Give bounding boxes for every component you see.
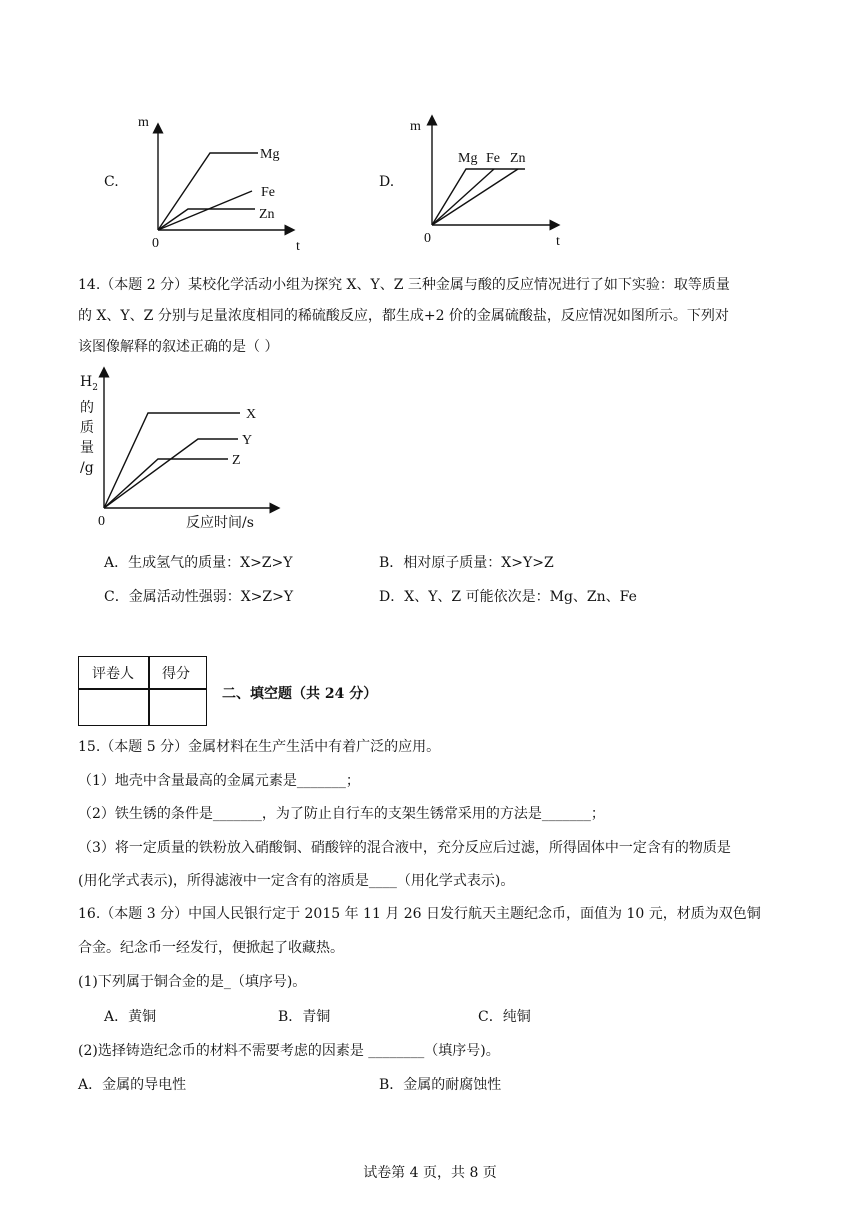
score-table-divider-v [148, 656, 150, 726]
series-label-mg: Mg [458, 151, 478, 166]
q14-option-d: D．X、Y、Z 可能依次是：Mg、Zn、Fe [379, 589, 637, 605]
q14-option-c: C．金属活动性强弱：X>Z>Y [104, 589, 294, 605]
q16-part1-option-b: B．青铜 [278, 1009, 331, 1025]
section-title: 二、填空题（共 24 分） [222, 686, 378, 702]
origin-label: 0 [424, 231, 431, 246]
q14-stem-line3: 该图像解释的叙述正确的是（ ） [78, 339, 279, 355]
q15-stem: 15.（本题 5 分）金属材料在生产生活中有着广泛的应用。 [78, 739, 441, 755]
series-label-z: Z [232, 453, 241, 468]
series-label-fe: Fe [486, 151, 500, 166]
score-table-divider-h [78, 688, 207, 690]
q15-part1: （1）地壳中含量最高的金属元素是_______； [78, 773, 360, 789]
q15-part3-line2: (用化学式表示)，所得滤液中一定含有的溶质是____（用化学式表示)。 [78, 873, 515, 889]
q16-part1-option-c: C．纯铜 [478, 1009, 531, 1025]
q14-graph [0, 0, 860, 560]
y-axis-label: m [138, 115, 149, 130]
origin-label: 0 [152, 236, 159, 251]
series-label-y: Y [242, 433, 253, 448]
q16-part2-option-b: B．金属的耐腐蚀性 [379, 1077, 502, 1093]
q14-stem-line1: 14.（本题 2 分）某校化学活动小组为探究 X、Y、Z 三种金属与酸的反应情况进行了如下实验：取等质量 [78, 277, 730, 293]
x-axis-label: t [296, 239, 300, 254]
series-label-zn: Zn [259, 207, 275, 222]
q16-part2: (2)选择铸造纪念币的材料不需要考虑的因素是 ________（填序号)。 [78, 1043, 500, 1059]
q15-part3-line1: （3）将一定质量的铁粉放入硝酸铜、硝酸锌的混合液中，充分反应后过滤，所得固体中一定含有的物质是 [78, 840, 731, 856]
score-table-score-header: 得分 [162, 666, 190, 682]
q14-option-b: B．相对原子质量：X>Y>Z [379, 555, 554, 571]
q14-option-a: A．生成氢气的质量：X>Z>Y [104, 555, 293, 571]
y-axis-label: m [410, 119, 421, 134]
q16-part1-option-a: A．黄铜 [104, 1009, 157, 1025]
score-table-grader-header: 评卷人 [92, 666, 134, 682]
q16-part1: (1)下列属于铜合金的是_（填序号)。 [78, 974, 307, 990]
option-c-letter: C. [104, 174, 119, 190]
q14-stem-line2: 的 X、Y、Z 分别与足量浓度相同的稀硫酸反应，都生成+2 价的金属硫酸盐，反应情况如图所示。下列对 [78, 308, 729, 324]
q15-part2: （2）铁生锈的条件是_______，为了防止自行车的支架生锈常采用的方法是_______； [78, 806, 605, 822]
x-axis-label: t [556, 234, 560, 249]
q14-y-axis-label: $H_2$ 的 质 量 /g [80, 374, 98, 476]
series-label-fe: Fe [261, 185, 275, 200]
series-label-x: X [246, 407, 257, 422]
q14-x-axis-label: 反应时间/s [186, 515, 254, 531]
page-footer: 试卷第 4 页，共 8 页 [363, 1165, 497, 1181]
q16-stem-line2: 合金。纪念币一经发行，便掀起了收藏热。 [78, 940, 344, 956]
series-label-mg: Mg [260, 147, 280, 162]
series-label-zn: Zn [510, 151, 526, 166]
q16-part2-option-a: A．金属的导电性 [78, 1077, 187, 1093]
origin-label: 0 [98, 514, 105, 529]
series-line-y [104, 439, 238, 508]
q16-stem-line1: 16.（本题 3 分）中国人民银行定于 2015 年 11 月 26 日发行航天主题纪念币，面值为 10 元，材质为双色铜 [78, 906, 761, 922]
option-d-letter: D. [379, 174, 395, 190]
